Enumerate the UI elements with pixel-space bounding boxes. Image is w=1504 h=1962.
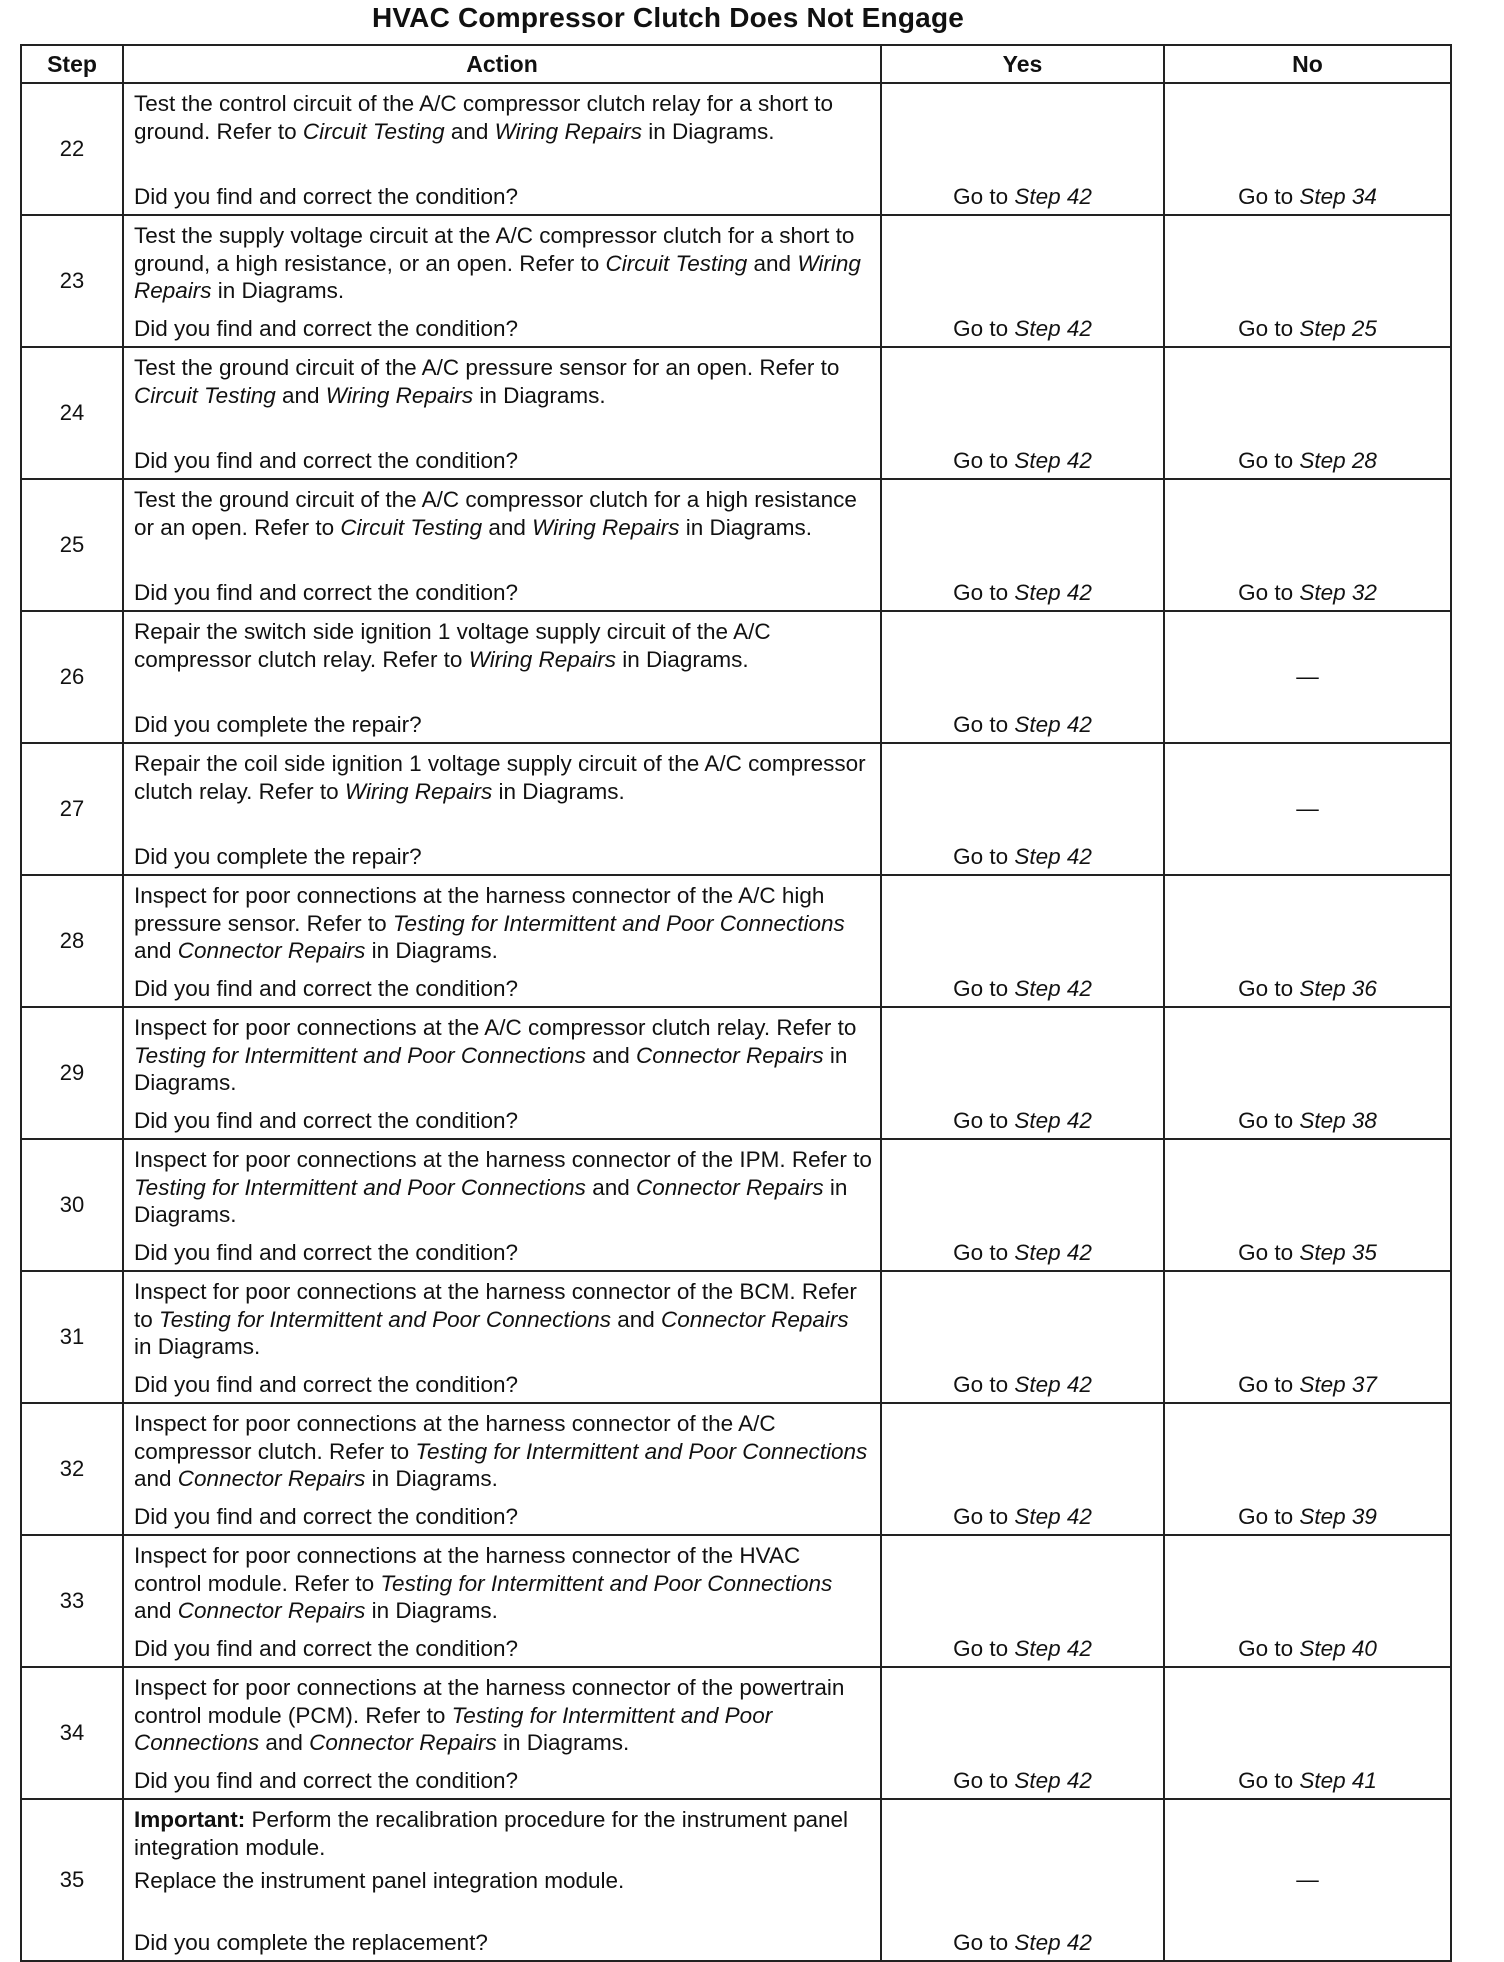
reference-link-text: Connector Repairs: [177, 1598, 366, 1623]
no-result-cell: [1164, 1139, 1451, 1271]
action-text: Perform the recalibration procedure for the instrument panel integration module.: [134, 1807, 849, 1860]
action-text: in Diagrams.: [473, 382, 606, 408]
yes-result-cell: [881, 875, 1164, 1007]
action-text: Test the supply voltage circuit at the A/C compressor clutch for a short to ground, a high resistance, or an open. Refer to: [134, 223, 855, 276]
header-no: No: [1164, 45, 1451, 83]
action-question: Did you find and correct the condition?: [134, 1107, 518, 1133]
goto-step-reference: Step 42: [1014, 976, 1092, 1001]
action-text: Inspect for poor connections at the A/C compressor clutch relay. Refer to: [134, 1015, 857, 1040]
action-cell: [123, 1403, 881, 1535]
action-text: and: [134, 1466, 178, 1491]
action-text: Test the ground circuit of the A/C compressor clutch for a high resistance or an open. Refer to: [134, 487, 857, 540]
reference-link-text: Wiring Repairs: [532, 514, 680, 540]
no-result-cell: [1164, 479, 1451, 611]
step-number: 23: [21, 215, 123, 347]
table-row: [21, 347, 1451, 479]
goto-step-reference: Step 36: [1299, 976, 1377, 1001]
action-cell: [123, 1271, 881, 1403]
action-description: [134, 90, 872, 145]
action-text: in Diagrams.: [134, 1174, 848, 1227]
step-number: 22: [21, 83, 123, 215]
goto-step-reference: Step 38: [1299, 1108, 1377, 1133]
action-description: [134, 1674, 872, 1757]
step-number: 33: [21, 1535, 123, 1667]
goto-prefix: Go to: [953, 580, 1015, 605]
goto-step-reference: Step 42: [1014, 580, 1092, 605]
reference-link-text: Circuit Testing: [340, 514, 483, 540]
yes-result-cell: [881, 743, 1164, 875]
table-row: [21, 1799, 1451, 1961]
reference-link-text: Testing for Intermittent and Poor Connections: [134, 1174, 586, 1200]
action-question: Did you find and correct the condition?: [134, 975, 518, 1001]
step-number: 26: [21, 611, 123, 743]
step-number: 30: [21, 1139, 123, 1271]
goto-step-reference: Step 42: [1014, 1504, 1092, 1529]
action-text: Inspect for poor connections at the harness connector of the A/C high pressure sensor. Refer to: [134, 883, 825, 936]
header-action: Action: [123, 45, 881, 83]
action-question: Did you find and correct the condition?: [134, 1371, 518, 1397]
table-row: [21, 611, 1451, 743]
action-text: Inspect for poor connections at the harness connector of the HVAC control module. Refer to: [134, 1543, 801, 1596]
action-description: [134, 1542, 872, 1625]
goto-prefix: Go to: [1238, 448, 1300, 473]
action-text: Repair the switch side ignition 1 voltage supply circuit of the A/C compressor clutch relay. Refer to: [134, 619, 771, 672]
action-text: and: [275, 382, 326, 408]
no-result-cell: [1164, 1535, 1451, 1667]
action-text: Important:: [134, 1807, 246, 1832]
action-text: Inspect for poor connections at the harness connector of the powertrain control module (PCM). Refer to: [134, 1675, 845, 1728]
yes-result-cell: [881, 1403, 1164, 1535]
yes-result-cell: [881, 1139, 1164, 1271]
action-cell: [123, 611, 881, 743]
action-description: [134, 222, 872, 305]
goto-prefix: Go to: [953, 1108, 1015, 1133]
action-question: Did you find and correct the condition?: [134, 579, 518, 605]
reference-link-text: Connector Repairs: [177, 1466, 366, 1491]
table-row: [21, 215, 1451, 347]
action-cell: [123, 1007, 881, 1139]
step-number: 24: [21, 347, 123, 479]
action-description: [134, 486, 872, 541]
goto-step-reference: Step 42: [1014, 712, 1092, 737]
action-text: and: [444, 118, 495, 144]
goto-step-reference: Step 42: [1014, 316, 1092, 341]
step-number: 28: [21, 875, 123, 1007]
action-text: in Diagrams.: [211, 278, 345, 303]
reference-link-text: Wiring Repairs: [344, 778, 493, 804]
goto-prefix: Go to: [953, 1930, 1015, 1955]
action-question: Did you find and correct the condition?: [134, 1767, 518, 1793]
header-yes: Yes: [881, 45, 1164, 83]
goto-step-reference: Step 42: [1014, 1372, 1092, 1397]
table-row: [21, 479, 1451, 611]
action-text: in Diagrams.: [365, 1466, 498, 1491]
goto-step-reference: Step 37: [1299, 1372, 1377, 1397]
action-description: [134, 618, 872, 673]
action-question: Did you find and correct the condition?: [134, 1635, 518, 1661]
action-text: and: [585, 1042, 636, 1068]
table-row: [21, 743, 1451, 875]
goto-step-reference: Step 42: [1014, 184, 1092, 209]
goto-prefix: Go to: [953, 1504, 1015, 1529]
step-number: 35: [21, 1799, 123, 1961]
action-cell: [123, 1139, 881, 1271]
action-text: in Diagrams.: [679, 514, 813, 540]
goto-step-reference: Step 42: [1014, 1930, 1092, 1955]
reference-link-text: Circuit Testing: [605, 250, 748, 276]
yes-result-cell: [881, 479, 1164, 611]
action-text: in Diagrams.: [496, 1730, 630, 1755]
reference-link-text: Circuit Testing: [302, 118, 445, 144]
goto-step-reference: Step 39: [1299, 1504, 1377, 1529]
no-result-cell: [1164, 611, 1451, 743]
yes-result-cell: [881, 347, 1164, 479]
table-row: [21, 1139, 1451, 1271]
yes-result-cell: [881, 1667, 1164, 1799]
action-text: Inspect for poor connections at the harness connector of the A/C compressor clutch. Refer to: [134, 1411, 776, 1464]
goto-prefix: Go to: [1238, 316, 1300, 341]
reference-link-text: Wiring Repairs: [325, 382, 474, 408]
action-question: Did you find and correct the condition?: [134, 1503, 518, 1529]
reference-link-text: Testing for Intermittent and Poor Connections: [134, 1702, 773, 1755]
reference-link-text: Wiring Repairs: [494, 118, 642, 144]
goto-step-reference: Step 42: [1014, 1108, 1092, 1133]
yes-result-cell: [881, 1007, 1164, 1139]
goto-prefix: Go to: [953, 1636, 1015, 1661]
goto-step-reference: Step 25: [1299, 316, 1377, 341]
yes-result-cell: [881, 611, 1164, 743]
goto-prefix: Go to: [953, 712, 1015, 737]
action-description: [134, 1278, 872, 1361]
reference-link-text: Connector Repairs: [635, 1042, 824, 1068]
table-row: [21, 83, 1451, 215]
action-question: Did you complete the repair?: [134, 843, 422, 869]
action-description: [134, 882, 872, 965]
goto-step-reference: Step 42: [1014, 448, 1092, 473]
action-question: Did you find and correct the condition?: [134, 1239, 518, 1265]
action-text: Inspect for poor connections at the harness connector of the BCM. Refer to: [134, 1279, 857, 1332]
no-result-cell: [1164, 83, 1451, 215]
step-number: 25: [21, 479, 123, 611]
action-question: Did you find and correct the condition?: [134, 447, 518, 473]
no-result-cell: [1164, 215, 1451, 347]
goto-step-reference: Step 42: [1014, 844, 1092, 869]
step-number: 27: [21, 743, 123, 875]
step-number: 29: [21, 1007, 123, 1139]
goto-prefix: Go to: [1238, 580, 1300, 605]
page-title: HVAC Compressor Clutch Does Not Engage: [371, 2, 965, 33]
goto-prefix: Go to: [953, 976, 1015, 1001]
reference-link-text: Connector Repairs: [177, 938, 366, 963]
action-text: and: [134, 1598, 178, 1623]
table-row: [21, 1535, 1451, 1667]
step-number: 31: [21, 1271, 123, 1403]
table-row: [21, 1403, 1451, 1535]
action-question: Did you complete the repair?: [134, 711, 422, 737]
goto-step-reference: Step 42: [1014, 1240, 1092, 1265]
action-text: in Diagrams.: [492, 778, 625, 804]
reference-link-text: Circuit Testing: [134, 382, 276, 408]
yes-result-cell: [881, 83, 1164, 215]
action-description: [134, 1806, 872, 1861]
table-header-row: [21, 45, 1451, 83]
goto-prefix: Go to: [1238, 976, 1300, 1001]
goto-step-reference: Step 40: [1299, 1636, 1377, 1661]
goto-prefix: Go to: [953, 184, 1015, 209]
action-description: [134, 1146, 872, 1229]
action-cell: [123, 83, 881, 215]
goto-prefix: Go to: [953, 316, 1015, 341]
no-result-cell: [1164, 1799, 1451, 1961]
action-text: in Diagrams.: [616, 646, 749, 672]
action-text: and: [610, 1306, 662, 1332]
yes-result-cell: [881, 1535, 1164, 1667]
action-text: in Diagrams.: [641, 118, 775, 144]
action-text: in Diagrams.: [134, 1334, 261, 1359]
action-text: in Diagrams.: [365, 938, 498, 963]
no-result-cell: [1164, 347, 1451, 479]
no-result-cell: [1164, 1007, 1451, 1139]
goto-step-reference: Step 42: [1014, 1636, 1092, 1661]
action-text: Test the control circuit of the A/C compressor clutch relay for a short to ground. Refer to: [134, 91, 834, 144]
table-row: [21, 1271, 1451, 1403]
goto-prefix: Go to: [1238, 1108, 1300, 1133]
action-text: in Diagrams.: [365, 1598, 498, 1623]
yes-result-cell: [881, 215, 1164, 347]
goto-step-reference: Step 42: [1014, 1768, 1092, 1793]
goto-prefix: Go to: [953, 1372, 1015, 1397]
yes-result-cell: [881, 1271, 1164, 1403]
reference-link-text: Connector Repairs: [309, 1730, 497, 1755]
table-row: [21, 1007, 1451, 1139]
action-text: in Diagrams.: [134, 1042, 848, 1095]
action-cell: [123, 347, 881, 479]
goto-prefix: Go to: [1238, 1372, 1300, 1397]
action-description: [134, 354, 872, 409]
table-row: [21, 1667, 1451, 1799]
reference-link-text: Wiring Repairs: [468, 646, 617, 672]
reference-link-text: Testing for Intermittent and Poor Connections: [415, 1438, 868, 1464]
action-text: and: [482, 514, 533, 540]
action-text: and: [134, 938, 178, 963]
goto-step-reference: Step 32: [1299, 580, 1377, 605]
action-question: Did you complete the replacement?: [134, 1929, 488, 1955]
action-instruction: Replace the instrument panel integration module.: [134, 1868, 625, 1893]
step-number: 34: [21, 1667, 123, 1799]
action-text: Inspect for poor connections at the harness connector of the IPM. Refer to: [134, 1147, 872, 1172]
action-text: and: [585, 1174, 636, 1200]
not-applicable-dash: —: [1296, 796, 1319, 821]
no-result-cell: [1164, 743, 1451, 875]
reference-link-text: Testing for Intermittent and Poor Connections: [134, 1042, 586, 1068]
step-number: 32: [21, 1403, 123, 1535]
goto-prefix: Go to: [1238, 184, 1300, 209]
no-result-cell: [1164, 875, 1451, 1007]
reference-link-text: Testing for Intermittent and Poor Connections: [380, 1570, 833, 1596]
reference-link-text: Testing for Intermittent and Poor Connections: [392, 910, 845, 936]
action-description: [134, 1410, 872, 1493]
goto-prefix: Go to: [953, 1240, 1015, 1265]
diagnostic-table: [20, 44, 1452, 1962]
action-cell: [123, 1535, 881, 1667]
reference-link-text: Wiring Repairs: [134, 250, 861, 303]
action-cell: [123, 479, 881, 611]
not-applicable-dash: —: [1296, 1867, 1319, 1892]
action-cell: [123, 743, 881, 875]
action-cell: [123, 215, 881, 347]
header-step: Step: [21, 45, 123, 83]
goto-prefix: Go to: [953, 1768, 1015, 1793]
action-text: and: [747, 250, 798, 276]
reference-link-text: Connector Repairs: [661, 1306, 849, 1332]
no-result-cell: [1164, 1403, 1451, 1535]
table-row: [21, 875, 1451, 1007]
no-result-cell: [1164, 1667, 1451, 1799]
goto-step-reference: Step 41: [1299, 1768, 1377, 1793]
goto-prefix: Go to: [953, 844, 1015, 869]
goto-step-reference: Step 34: [1299, 184, 1377, 209]
goto-prefix: Go to: [1238, 1636, 1300, 1661]
reference-link-text: Connector Repairs: [635, 1174, 824, 1200]
action-text: and: [259, 1730, 310, 1755]
action-cell: [123, 1667, 881, 1799]
goto-prefix: Go to: [1238, 1240, 1300, 1265]
action-description: [134, 750, 872, 805]
yes-result-cell: [881, 1799, 1164, 1961]
goto-step-reference: Step 35: [1299, 1240, 1377, 1265]
goto-prefix: Go to: [1238, 1768, 1300, 1793]
action-text: Test the ground circuit of the A/C pressure sensor for an open. Refer to: [134, 355, 840, 380]
goto-prefix: Go to: [953, 448, 1015, 473]
not-applicable-dash: —: [1296, 664, 1319, 689]
goto-prefix: Go to: [1238, 1504, 1300, 1529]
action-cell: [123, 1799, 881, 1961]
action-cell: [123, 875, 881, 1007]
no-result-cell: [1164, 1271, 1451, 1403]
action-question: Did you find and correct the condition?: [134, 315, 518, 341]
goto-step-reference: Step 28: [1299, 448, 1377, 473]
action-description: [134, 1014, 872, 1097]
reference-link-text: Testing for Intermittent and Poor Connections: [159, 1306, 611, 1332]
action-text: Repair the coil side ignition 1 voltage supply circuit of the A/C compressor clutch relay. Refer to: [134, 751, 866, 804]
action-question: Did you find and correct the condition?: [134, 183, 518, 209]
